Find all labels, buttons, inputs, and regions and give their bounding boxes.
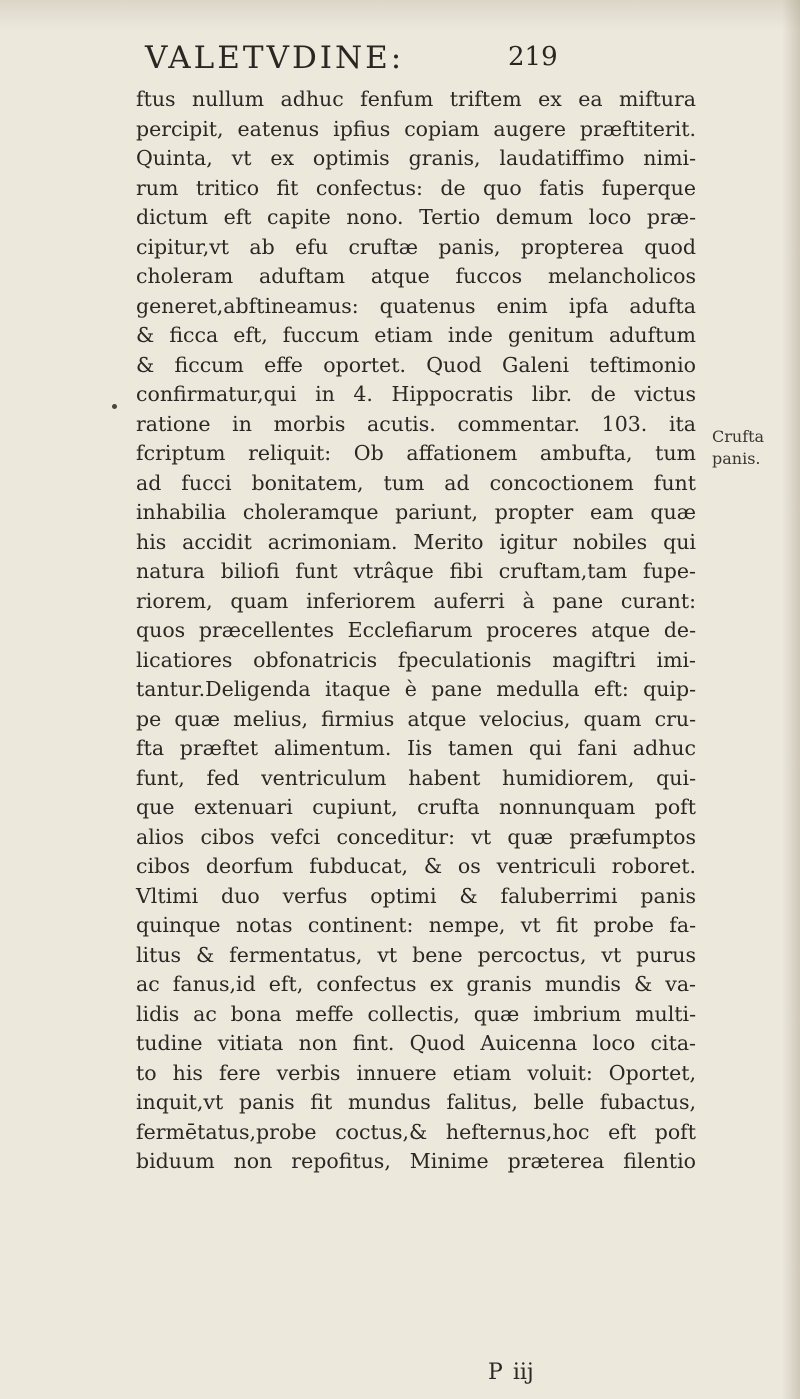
text-line: generet,abftineamus: quatenus enim ipfa adufta (136, 293, 696, 318)
text-line: natura biliofi funt vtrâque fibi cruftam,tam fupe- (136, 559, 696, 583)
text-line: cibos deorfum fubducat, & os ventriculi roboret. (136, 854, 696, 878)
text-line: lidis ac bona meffe collectis, quæ imbrium multi- (136, 1001, 696, 1026)
text-line: Quinta, vt ex optimis granis, laudatiffimo nimi- (136, 146, 696, 170)
margin-mark (112, 404, 117, 409)
text-line: fta præftet alimentum. Iis tamen qui fani adhuc (136, 736, 696, 760)
text-line: inhabilia choleramque pariunt, propter eam quæ (136, 500, 696, 524)
text-line: inquit,vt panis fit mundus falitus, belle fubactus, (136, 1090, 696, 1114)
text-line: ratione in morbis acutis. commentar. 103. ita (136, 411, 696, 436)
text-line: que extenuari cupiunt, crufta nonnunquam poft (136, 795, 696, 819)
text-line: cipitur,vt ab efu cruftæ panis, propterea quod (136, 234, 696, 259)
text-line: ad fucci bonitatem, tum ad concoctionem funt (136, 470, 696, 495)
page-top-shading (0, 0, 800, 30)
text-line: ac fanus,id eft, confectus ex granis mundis & va- (136, 972, 696, 996)
text-line: riorem, quam inferiorem auferri à pane curant: (136, 588, 696, 613)
text-line: fcriptum reliquit: Ob affationem ambufta, tum (136, 441, 696, 465)
page-gutter-shading (782, 0, 800, 1399)
text-line: quos præcellentes Ecclefiarum proceres atque de- (136, 618, 696, 642)
text-line: pe quæ melius, firmius atque velocius, quam cru- (136, 706, 696, 731)
text-line: & ficcum effe oportet. Quod Galeni teftimonio (136, 352, 696, 377)
text-line: percipit, eatenus ipfius copiam augere præftiterit. (136, 116, 696, 141)
page-number: 219 (508, 42, 558, 72)
text-line: tantur.Deligenda itaque è pane medulla eft: quip- (136, 677, 696, 701)
text-line: to his fere verbis innuere etiam voluit: Oportet, (136, 1060, 696, 1085)
text-line: fermētatus,probe coctus,& hefternus,hoc eft poft (136, 1119, 696, 1144)
text-line: tudine vitiata non fint. Quod Auicenna loco cita- (136, 1031, 696, 1055)
text-line: funt, fed ventriculum habent humidiorem, qui- (136, 765, 696, 790)
text-line: licatiores obfonatricis fpeculationis magiftri imi- (136, 647, 696, 672)
text-line: alios cibos vefci conceditur: vt quæ præfumptos (136, 824, 696, 849)
text-line: confirmatur,qui in 4. Hippocratis libr. de victus (136, 382, 696, 406)
signature-numeral: iij (512, 1360, 534, 1385)
body-text-block (136, 85, 696, 1177)
running-title: VALETVDINE: (145, 40, 405, 76)
text-line: ftus nullum adhuc fenfum triftem ex ea miftura (136, 87, 696, 111)
marginal-note (712, 426, 792, 470)
marginal-note-line: panis. (712, 449, 761, 468)
text-line: his accidit acrimoniam. Merito igitur nobiles qui (136, 529, 696, 554)
marginal-note-line: Crufta (712, 427, 765, 446)
text-line: quinque notas continent: nempe, vt fit probe fa- (136, 913, 696, 937)
text-line: dictum eft capite nono. Tertio demum loco præ- (136, 205, 696, 229)
text-line: choleram aduftam atque fuccos melancholicos (136, 264, 696, 288)
text-line: Vltimi duo verfus optimi & faluberrimi panis (136, 883, 696, 908)
text-line: rum tritico fit confectus: de quo fatis fuperque (136, 175, 696, 200)
signature-letter: P (488, 1360, 503, 1385)
text-line: litus & fermentatus, vt bene percoctus, vt purus (136, 942, 696, 967)
text-line: & ficca eft, fuccum etiam inde genitum aduftum (136, 323, 696, 347)
signature-mark (478, 1360, 534, 1385)
running-head (0, 40, 800, 80)
text-line: biduum non repofitus, Minime præterea filentio (136, 1149, 696, 1173)
